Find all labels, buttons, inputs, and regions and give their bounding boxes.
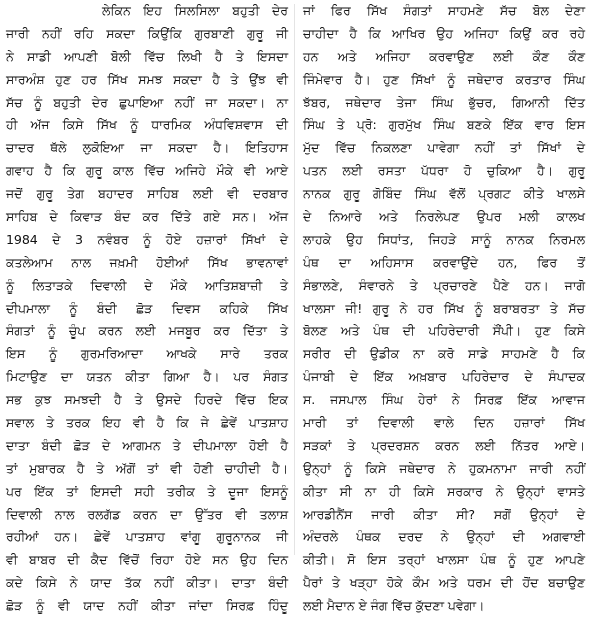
article-line: ਸਾਰਅੰਸ਼ ਹੁਣ ਹਰ ਸਿੱਖ ਸਮਝ ਸਕਦਾ ਹੈ ਤੇ ਉਂਝ ਵੀ <box>6 71 288 87</box>
article-line: ਸਰੀਰ ਦੀ ਉਡੀਕ ਨਾ ਕਰੋ ਸਾਡੇ ਸਾਹਮਣੇ ਹੈ ਕਿ <box>303 346 585 362</box>
article-line: ਨੇ ਸਾਡੀ ਆਪਣੀ ਬੋਲੀ ਵਿੱਚ ਲਿਖੀ ਹੈ ਤੇ ਇਸਦਾ <box>6 48 288 64</box>
article-line: ਹਨ ਅਤੇ ਅਜਿਹਾ ਕਰਵਾਉਣ ਲਈ ਕੌਣ ਕੌਣ <box>303 48 585 64</box>
article-line: ਮੁੱਦ ਵਿੱਚ ਨਿਕਲਣਾ ਪਾਵੇਗਾ ਨਹੀਂ ਤਾਂ ਸਿੱਖਾਂ ਦੇ <box>303 140 585 156</box>
article-line: ਹੀ ਅੱਜ ਕਿਸੇ ਸਿੱਖ ਨੂੰ ਧਾਰਮਿਕ ਅੰਧਵਿਸ਼ਵਾਸ ਦੀ <box>6 117 288 133</box>
article-line: ਝੱਬਰ, ਜਥੇਦਾਰ ਤੇਜਾ ਸਿੰਘ ਭੁੱਚਰ, ਗਿਆਨੀ ਦਿੱਤ <box>303 94 585 110</box>
article-line: ਜਦੋਂ ਗੁਰੂ ਤੇਗ ਬਹਾਦਰ ਸਾਹਿਬ ਲਈ ਵੀ ਦਰਬਾਰ <box>6 186 288 202</box>
article-column-left <box>6 0 288 614</box>
article-line: ਕਤਲੇਆਮ ਨਾਲ ਜਖ਼ਮੀ ਹੋਈਆਂ ਸਿੱਖ ਭਾਵਨਾਵਾਂ <box>6 254 288 270</box>
article-line: ਜਾਂ ਫਿਰ ਸਿੱਖ ਸੰਗਤਾਂ ਸਾਹਮਣੇ ਸੱਚ ਬੋਲ ਦੇਣਾ <box>303 3 585 18</box>
article-line: ਜਿੰਮੇਵਾਰ ਹੈ। ਹੁਣ ਸਿੱਖਾਂ ਨੂੰ ਜਥੇਦਾਰ ਕਰਤਾਰ ਸਿੰਘ <box>303 71 585 87</box>
article-line: ਕਦੇ ਕਿਸੇ ਨੇ ਯਾਦ ਤੱਕ ਨਹੀਂ ਕੀਤਾ। ਦਾਤਾ ਬੰਦੀ <box>6 575 288 591</box>
article-line: ਤਾਂ ਮੁਬਾਰਕ ਹੈ ਤੇ ਅੱਗੋਂ ਤਾਂ ਵੀ ਹੋਣੀ ਚਾਹੀਦੀ ਹੈ। <box>6 460 288 476</box>
article-line: ਰਹੀਆਂ ਹਨ। ਛੇਵੇਂ ਪਾਤਸ਼ਾਹ ਵਾਂਗੂ ਗੁਰੂਨਾਨਕ ਜੀ <box>6 529 288 545</box>
article-line: ਪਰ ਇੱਕ ਤਾਂ ਇਸਦੀ ਸਹੀ ਤਰੀਕ ਤੇ ਦੂਜਾ ਇਸਨੂੰ <box>6 483 288 499</box>
article-line: ਆਰਡੀਨੈਂਸ ਜਾਰੀ ਕੀਤਾ ਸੀ? ਸਗੋਂ ਉਨ੍ਹਾਂ ਦੇ <box>303 506 585 522</box>
article-line: ਸਭ ਕੁਝ ਸਮਝਦੀ ਹੈ ਤੇ ਉਸਦੇ ਹਿਰਦੇ ਵਿੱਚ ਇਕ <box>6 392 288 408</box>
article-line: ਦਾਤਾ ਬੰਦੀ ਛੋੜ ਦੇ ਆਗਮਨ ਤੇ ਦੀਪਮਾਲਾ ਹੋਈ ਹੈ <box>6 437 288 453</box>
article-line: ਵੀ ਬਾਬਰ ਦੀ ਕੈਦ ਵਿੱਚੋਂ ਰਿਹਾ ਹੋਏ ਸਨ ਉਹ ਦਿਨ <box>6 552 288 568</box>
article-line: ਸਵਾਲ ਤੇ ਤਰਕ ਇਹ ਵੀ ਹੈ ਕਿ ਜੇ ਛੇਵੇਂ ਪਾਤਸ਼ਾਹ <box>6 415 288 431</box>
article-line: ਚਾਦਰ ਥੱਲੇ ਲੁਕੋਇਆ ਜਾ ਸਕਦਾ ਹੈ। ਇਤਿਹਾਸ <box>6 140 288 156</box>
article-line: 1984 ਦੇ 3 ਨਵੰਬਰ ਨੂੰ ਹੋਏ ਹਜ਼ਾਰਾਂ ਸਿੱਖਾਂ ਦੇ <box>6 231 288 247</box>
article-line: ਕੀਤੀ। ਸੋ ਇਸ ਤਰ੍ਹਾਂ ਖਾਲਸਾ ਪੰਥ ਨੂੰ ਹੁਣ ਆਪਣੇ <box>303 552 585 568</box>
article-line: ਸ. ਜਸਪਾਲ ਸਿੰਘ ਹੇਰਾਂ ਨੇ ਸਿਰਫ਼ ਇੱਕ ਆਵਾਜ <box>303 392 585 408</box>
article-line: ਲੇਕਿਨ ਇਹ ਸਿਲਸਿਲਾ ਬਹੁਤੀ ਦੇਰ <box>102 3 288 18</box>
article-line: ਅੰਦਰਲੇ ਪੰਥਕ ਦਰਦ ਨੇ ਉਨ੍ਹਾਂ ਦੀ ਅਗਵਾਈ <box>303 529 585 545</box>
article-line: ਦੀਪਮਾਲਾ ਨੂੰ ਬੰਦੀ ਛੋੜ ਦਿਵਸ ਕਹਿਕੇ ਸਿੱਖ <box>6 300 288 316</box>
article-line: ਬੋਲਣ ਅਤੇ ਪੰਥ ਦੀ ਪਹਿਰੇਦਾਰੀ ਸੌਂਪੀ। ਹੁਣ ਕਿਸੇ <box>303 323 585 339</box>
article-line: ਕੀਤਾ ਸੀ ਨਾ ਹੀ ਕਿਸੇ ਸਰਕਾਰ ਨੇ ਉਨ੍ਹਾਂ ਵਾਸਤੇ <box>303 483 585 499</box>
column-divider <box>294 4 295 555</box>
article-line: ਪੰਜਾਬੀ ਦੇ ਇੱਕ ਅਖ਼ਬਾਰ ਪਹਿਰੇਦਾਰ ਦੇ ਸੰਪਾਦਕ <box>303 369 585 385</box>
article-line: ਮਾਰੀ ਤਾਂ ਦਿਵਾਲੀ ਵਾਲੇ ਦਿਨ ਹਜ਼ਾਰਾਂ ਸਿੱਖ <box>303 415 585 431</box>
article-line: ਦਿਵਾਲੀ ਨਾਲ ਰਲਗੱਡ ਕਰਨ ਦਾ ਉੱਤਰ ਵੀ ਤਲਾਸ਼ <box>6 506 288 522</box>
article-line: ਛੋੜ ਨੂੰ ਵੀ ਯਾਦ ਨਹੀਂ ਕੀਤਾ ਜਾਂਦਾ ਸਿਰਫ਼ ਹਿੰਦੂ <box>6 598 288 614</box>
article-line: ਇਸ ਨੂੰ ਗੁਰਮਰਿਆਦਾ ਆਖਕੇ ਸਾਰੇ ਤਰਕ <box>6 346 288 362</box>
article-line: ਸਿੰਘ ਤੇ ਪ੍ਰੋ: ਗੁਰਮੁੱਖ ਸਿੰਘ ਬਣਕੇ ਇੱਕ ਵਾਰ ਇਸ <box>303 117 585 133</box>
article-line: ਪੰਥ ਦਾ ਅਹਿਸਾਸ ਕਰਵਾਉਂਦੇ ਹਨ, ਫਿਰ ਤੋਂ <box>303 254 585 270</box>
article-line: ਨੂੰ ਲਿਤਾੜਕੇ ਦਿਵਾਲੀ ਦੇ ਮੌਕੇ ਆਤਿਸ਼ਬਾਜ਼ੀ ਤੇ <box>6 277 288 293</box>
article-line: ਲਾਹਕੇ ਉਹ ਸਿਧਾਂਤ, ਜਿਹੜੇ ਸਾਨੂੰ ਨਾਨਕ ਨਿਰਮਲ <box>303 231 585 247</box>
article-line: ਲਈ ਮੈਦਾਨ ਏ ਜੰਗ ਵਿੱਚ ਕੁੱਦਣਾ ਪਵੇਗਾ। <box>303 598 485 614</box>
article-line: ਚਾਹੀਦਾ ਹੈ ਕਿ ਆਖਿਰ ਉਹ ਅਜਿਹਾ ਕਿਉਂ ਕਰ ਰਹੇ <box>303 25 585 41</box>
article-line: ਗਵਾਹ ਹੈ ਕਿ ਗੁਰੂ ਕਾਲ ਵਿੱਚ ਅਜਿਹੇ ਮੌਕੇ ਵੀ ਆਏ <box>6 163 288 179</box>
article-line: ਸੰਭਾਲਣੇ, ਸੰਵਾਰਨੇ ਤੇ ਪ੍ਰਚਾਰਣੇ ਪੈਣੇ ਹਨ। ਜਾਗੋ <box>303 277 585 293</box>
article-line: ਜਾਰੀ ਨਹੀਂ ਰਹਿ ਸਕਦਾ ਕਿਉਂਕਿ ਗੁਰਬਾਣੀ ਗੁਰੂ ਜੀ <box>6 25 288 41</box>
article-line: ਦੇ ਨਿਆਰੇ ਅਤੇ ਨਿਰਲੇਪਣ ਉਪਰ ਮਲੀ ਕਾਲਖ <box>303 209 585 225</box>
article-line: ਮਿਟਾਉਣ ਦਾ ਯਤਨ ਕੀਤਾ ਗਿਆ ਹੈ। ਪਰ ਸੰਗਤ <box>6 369 288 385</box>
article-line: ਸੜਕਾਂ ਤੇ ਪ੍ਰਦਰਸ਼ਨ ਕਰਨ ਲਈ ਨਿੱਤਰ ਆਏ। <box>303 437 585 453</box>
article-line: ਸੰਗਤਾਂ ਨੂੰ ਚੂੰਪ ਕਰਨ ਲਈ ਮਜਬੂਰ ਕਰ ਦਿੱਤਾ ਤੇ <box>6 323 288 339</box>
article-line: ਪੈਰਾਂ ਤੇ ਖੜ੍ਹਾ ਹੋਕੇ ਕੌਮ ਅਤੇ ਧਰਮ ਦੀ ਹੋਂਦ ਬਚਾਉਣ <box>303 575 585 591</box>
article-line: ਉਨ੍ਹਾਂ ਨੂੰ ਕਿਸੇ ਜਥੇਦਾਰ ਨੇ ਹੁਕਮਨਾਮਾ ਜਾਰੀ ਨਹੀਂ <box>303 460 585 476</box>
article-line: ਪਤਨ ਲਈ ਰਸਤਾ ਪੱਧਰਾ ਹੋ ਚੁਕਿਆ ਹੈ। ਗੁਰੂ <box>303 163 585 179</box>
article-line: ਸਾਹਿਬ ਦੇ ਕਿਵਾੜ ਬੰਦ ਕਰ ਦਿੱਤੇ ਗਏ ਸਨ। ਅੱਜ <box>6 209 288 225</box>
article-line: ਨਾਨਕ ਗੁਰੂ ਗੋਬਿੰਦ ਸਿੰਘ ਵੱਲੋਂ ਪ੍ਰਗਟ ਕੀਤੇ ਖਾਲਸੇ <box>303 186 585 202</box>
article-line: ਖਾਲਸਾ ਜੀ! ਗੁਰੂ ਨੇ ਹਰ ਸਿੱਖ ਨੂੰ ਬਰਾਬਰਤਾ ਤੇ ਸੱਚ <box>303 300 585 316</box>
article-column-right <box>303 0 585 614</box>
article-line: ਸੱਚ ਨੂੰ ਬਹੁਤੀ ਦੇਰ ਛੁਪਾਇਆ ਨਹੀਂ ਜਾ ਸਕਦਾ। ਨਾ <box>6 94 288 110</box>
